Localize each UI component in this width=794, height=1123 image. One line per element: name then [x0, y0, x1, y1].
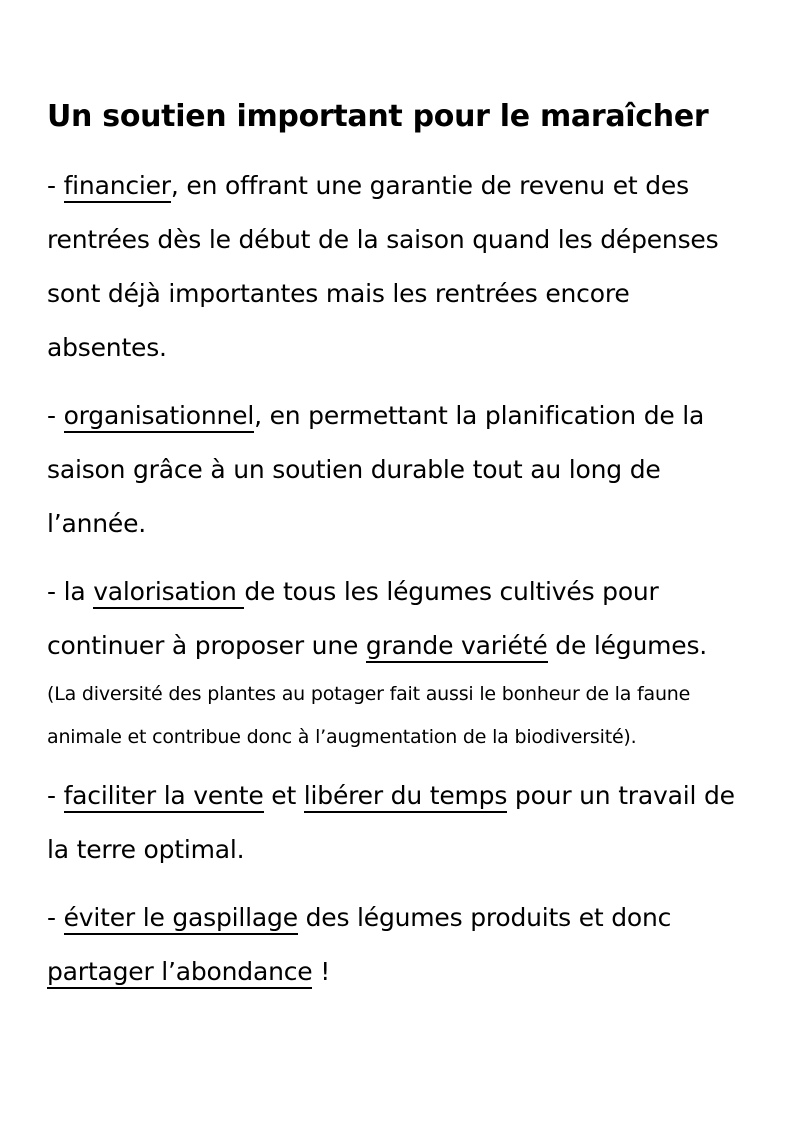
biodiversity-note: (La diversité des plantes au potager fait aussi le bonheur de la faune animale et contribue donc à l’augmentation de la biodiversité). — [47, 683, 691, 748]
item-prefix: - — [47, 781, 64, 810]
item-vente — [47, 769, 752, 877]
keyword-faciliter-vente: faciliter la vente — [64, 781, 264, 813]
item-text: de tous les légumes cultivés pour continuer à proposer une — [47, 577, 659, 660]
item-text-end: ! — [312, 957, 331, 986]
item-prefix: - — [47, 903, 64, 932]
page-title: Un soutien important pour le maraîcher — [47, 99, 709, 134]
item-gaspillage — [47, 891, 752, 999]
item-valorisation — [47, 565, 752, 673]
keyword-eviter-gaspillage: éviter le gaspillage — [64, 903, 298, 935]
item-text: , en permettant la planification de la saison grâce à un soutien durable tout au long de l’année. — [47, 401, 705, 538]
keyword-organisationnel: organisationnel — [64, 401, 255, 433]
keyword-grande-variete: grande variété — [366, 631, 548, 663]
item-text-end: pour un travail de la terre optimal. — [47, 781, 735, 864]
keyword-valorisation: valorisation — [93, 577, 244, 609]
keyword-partager-abondance: partager l’abondance — [47, 957, 312, 989]
document-page — [47, 95, 752, 1013]
item-text: et — [263, 781, 304, 810]
item-financier — [47, 159, 752, 375]
keyword-financier: financier — [64, 171, 171, 203]
item-text-end: de légumes. — [547, 631, 708, 660]
item-text: , en offrant une garantie de revenu et des rentrées dès le début de la saison quand les dépenses sont déjà importantes mais les rentrées encore absentes. — [47, 171, 719, 362]
item-prefix: - la — [47, 577, 94, 606]
item-organisationnel — [47, 389, 752, 551]
keyword-liberer-temps: libérer du temps — [304, 781, 507, 813]
item-prefix: - — [47, 401, 64, 430]
item-prefix: - — [47, 171, 64, 200]
item-text: des légumes produits et donc — [297, 903, 672, 932]
